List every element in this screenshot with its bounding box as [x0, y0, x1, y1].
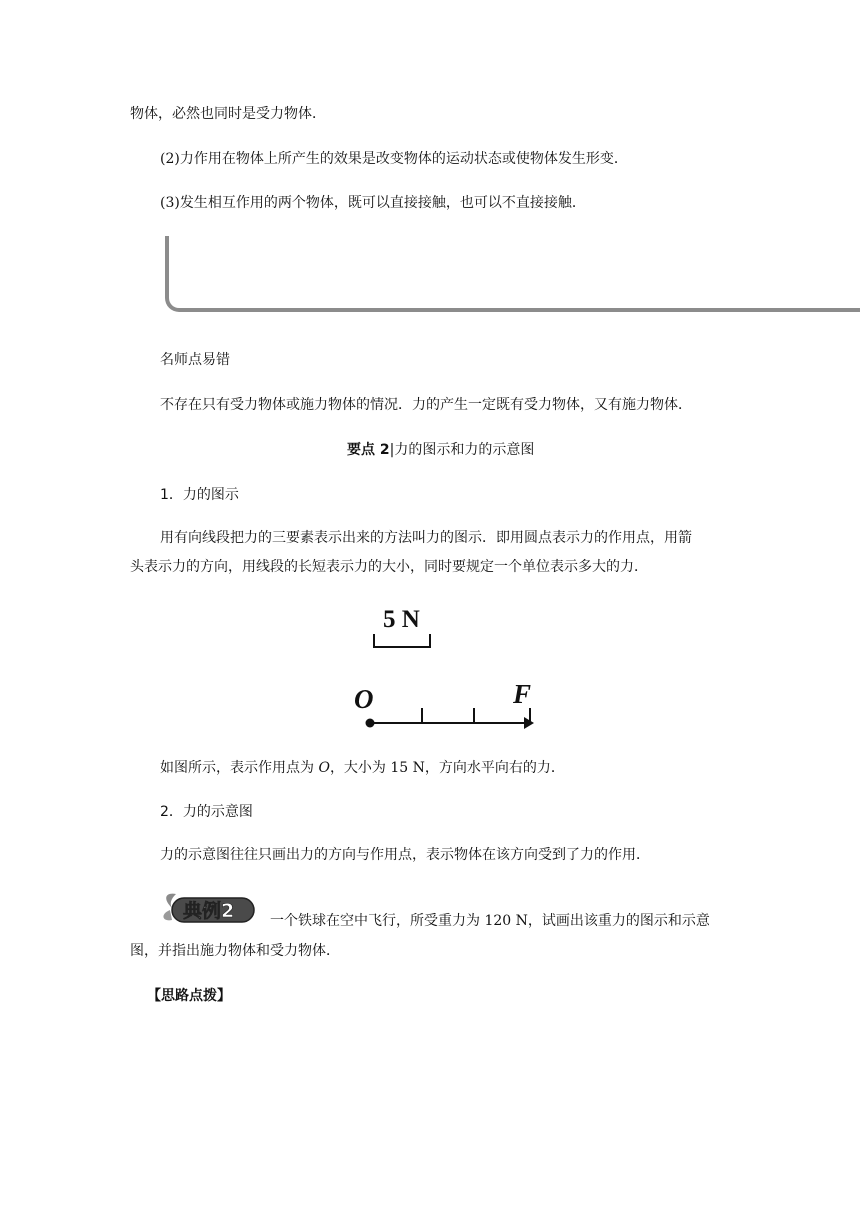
item1-line-1: 用有向线段把力的三要素表示出来的方法叫力的图示．即用圆点表示力的作用点，用箭 — [160, 530, 692, 546]
item1-heading: 1．力的图示 — [160, 487, 239, 503]
badge-label: 典例2 — [183, 900, 235, 922]
item1-line-2: 头表示力的方向，用线段的长短表示力的大小，同时要规定一个单位表示多大的力． — [130, 559, 648, 575]
example-line-2: 图，并指出施力物体和受力物体． — [130, 943, 340, 959]
item2-heading: 2．力的示意图 — [160, 804, 253, 820]
section-title: 力的图示和力的示意图 — [394, 442, 535, 458]
hint-title: 【思路点拨】 — [147, 988, 231, 1004]
example-badge — [158, 890, 258, 926]
section-heading — [347, 440, 534, 460]
paragraph-point-2: (2)力作用在物体上所产生的效果是改变物体的运动状态或使物体发生形变． — [160, 151, 628, 167]
tip-title: 名师点易错 — [160, 352, 230, 368]
figure-caption: 如图所示，表示作用点为 O，大小为 15 N，方向水平向右的力． — [160, 760, 565, 776]
tip-body: 不存在只有受力物体或施力物体的情况．力的产生一定既有受力物体，又有施力物体． — [160, 397, 692, 413]
item2-body: 力的示意图往往只画出力的方向与作用点，表示物体在该方向受到了力的作用． — [160, 847, 650, 863]
end-label: F — [513, 679, 532, 709]
paragraph-continuation: 物体，必然也同时是受力物体． — [130, 106, 326, 122]
origin-label: O — [354, 684, 374, 714]
caption-point-label: O — [318, 760, 330, 776]
scale-bracket — [374, 634, 430, 647]
scale-label: 5 N — [383, 606, 420, 633]
leaf-icon-lower — [163, 910, 172, 920]
example-line-1: 一个铁球在空中飞行，所受重力为 120 N，试画出该重力的图示和示意 — [270, 913, 710, 929]
section-prefix: 要点 2 — [347, 442, 390, 458]
section-divider-bracket — [165, 236, 860, 312]
section-separator: | — [389, 442, 395, 458]
application-point — [366, 719, 375, 728]
paragraph-point-3: (3)发生相互作用的两个物体，既可以直接接触，也可以不直接接触． — [160, 195, 586, 211]
force-diagram — [345, 598, 555, 738]
